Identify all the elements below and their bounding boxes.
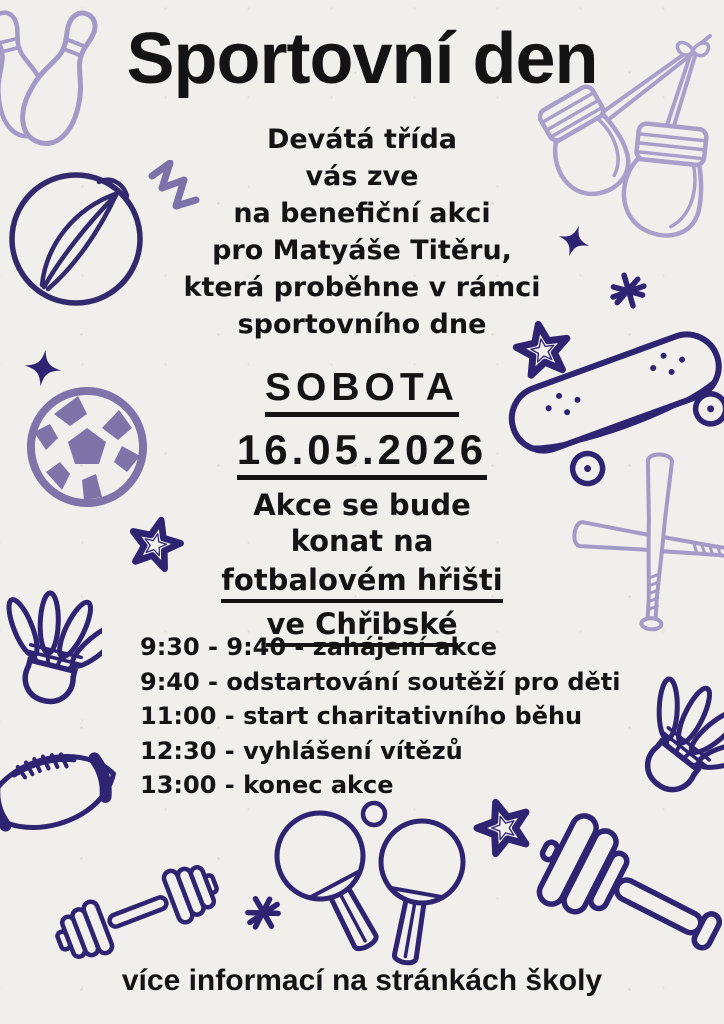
- dumbbell-icon: [52, 852, 222, 970]
- page-title: Sportovní den: [126, 19, 598, 99]
- schedule-item: 11:00 - start charitativního běhu: [140, 702, 583, 730]
- barbell-icon: [512, 808, 724, 983]
- schedule-item: 9:40 - odstartování soutěží pro děti: [140, 667, 621, 696]
- intro-line: pro Matyáše Titěru,: [212, 235, 512, 266]
- football-icon: [0, 726, 132, 864]
- footer-note: více informací na stránkách školy: [121, 964, 603, 997]
- schedule-list: [140, 630, 620, 803]
- intro-line: vás zve: [305, 161, 419, 192]
- venue-line: Akce se bude: [253, 488, 471, 522]
- intro-line: která proběhne v rámci: [183, 272, 541, 303]
- schedule-item: 12:30 - vyhlášení vítězů: [140, 736, 463, 765]
- venue-town: ve Chřibské: [266, 607, 457, 647]
- event-day: SOBOTA: [265, 366, 459, 417]
- intro-text: [0, 121, 724, 343]
- venue-line: konat na: [290, 524, 434, 558]
- event-date: 16.05.2026: [237, 426, 487, 480]
- venue-name: fotbalovém hřišti: [221, 563, 502, 603]
- schedule-item: 13:00 - konec akce: [140, 771, 394, 799]
- event-details: [0, 366, 724, 647]
- ping-pong-icon: [248, 792, 488, 967]
- shuttlecock-icon: [618, 663, 724, 803]
- schedule-item: 9:30 - 9:40 - zahájení akce: [140, 633, 498, 661]
- intro-line: na benefiční akci: [233, 198, 491, 229]
- intro-line: sportovního dne: [237, 309, 487, 340]
- intro-line: Devátá třída: [266, 124, 458, 155]
